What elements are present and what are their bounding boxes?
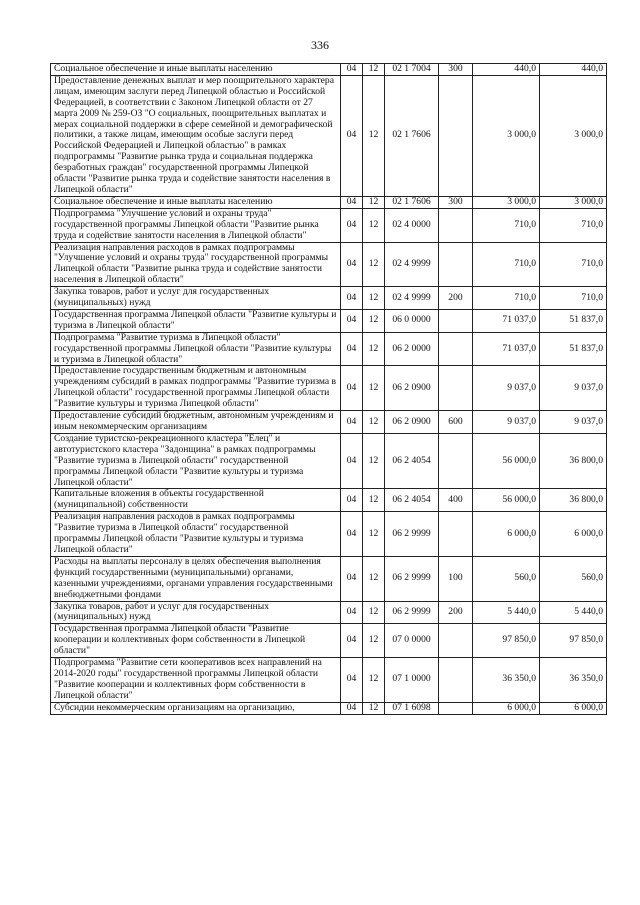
row-subsection: 12 bbox=[363, 196, 385, 208]
row-article: 06 2 0900 bbox=[385, 411, 439, 434]
row-value-2015: 56 000,0 bbox=[473, 433, 540, 489]
row-expense-type bbox=[439, 75, 473, 196]
row-section: 04 bbox=[341, 624, 363, 658]
row-article: 07 1 6098 bbox=[385, 702, 439, 714]
row-section: 04 bbox=[341, 601, 363, 624]
table-row bbox=[51, 242, 607, 287]
row-section: 04 bbox=[341, 512, 363, 557]
row-subsection: 12 bbox=[363, 411, 385, 434]
row-value-2015: 710,0 bbox=[473, 242, 540, 287]
row-name: Создание туристско-рекреационного кластера "Елец" и автотуристского кластера "Задонщина" в рамках подпрограммы "Развитие туризма в Липецкой области" государственной программы Липецкой области "Развитие культуры и туризма Липецкой области" bbox=[51, 433, 341, 489]
row-expense-type: 100 bbox=[439, 556, 473, 601]
row-value-2015: 56 000,0 bbox=[473, 489, 540, 512]
row-expense-type bbox=[439, 332, 473, 366]
row-expense-type: 300 bbox=[439, 196, 473, 208]
row-value-2016: 51 837,0 bbox=[540, 332, 607, 366]
table-row bbox=[51, 601, 607, 624]
row-name: Социальное обеспечение и иные выплаты населению bbox=[51, 196, 341, 208]
row-subsection: 12 bbox=[363, 556, 385, 601]
row-subsection: 12 bbox=[363, 512, 385, 557]
row-name: Расходы на выплаты персоналу в целях обеспечения выполнения функций государственными (муниципальными) органами, казенными учреждениями, органами управления государственными внебюджетными фондами bbox=[51, 556, 341, 601]
table-row bbox=[51, 556, 607, 601]
row-article: 06 2 9999 bbox=[385, 512, 439, 557]
row-article: 06 2 4054 bbox=[385, 489, 439, 512]
row-subsection: 12 bbox=[363, 332, 385, 366]
row-article: 02 1 7606 bbox=[385, 75, 439, 196]
row-value-2015: 6 000,0 bbox=[473, 702, 540, 714]
row-name: Государственная программа Липецкой области "Развитие культуры и туризма в Липецкой области" bbox=[51, 309, 341, 332]
budget-table-body bbox=[51, 64, 607, 715]
row-expense-type bbox=[439, 658, 473, 703]
table-row bbox=[51, 411, 607, 434]
row-subsection: 12 bbox=[363, 658, 385, 703]
row-value-2016: 6 000,0 bbox=[540, 702, 607, 714]
row-subsection: 12 bbox=[363, 601, 385, 624]
row-subsection: 12 bbox=[363, 489, 385, 512]
row-article: 06 2 9999 bbox=[385, 601, 439, 624]
row-expense-type bbox=[439, 208, 473, 242]
row-subsection: 12 bbox=[363, 287, 385, 310]
row-subsection: 12 bbox=[363, 702, 385, 714]
row-value-2016: 5 440,0 bbox=[540, 601, 607, 624]
row-value-2016: 9 037,0 bbox=[540, 366, 607, 411]
row-name: Государственная программа Липецкой области "Развитие кооперации и коллективных форм собственности в Липецкой области" bbox=[51, 624, 341, 658]
table-row bbox=[51, 309, 607, 332]
row-expense-type: 400 bbox=[439, 489, 473, 512]
budget-table bbox=[50, 63, 607, 715]
page-number: 336 bbox=[311, 38, 329, 52]
table-row bbox=[51, 702, 607, 714]
row-article: 07 1 0000 bbox=[385, 658, 439, 703]
row-section: 04 bbox=[341, 489, 363, 512]
row-expense-type: 200 bbox=[439, 601, 473, 624]
row-article: 06 2 0900 bbox=[385, 366, 439, 411]
table-row bbox=[51, 433, 607, 489]
row-name: Предоставление денежных выплат и мер поощрительного характера лицам, имеющим заслуги перед Липецкой областью и Российской Федерацией, в соответствии с Законом Липецкой области от 27 марта 2009 № 259-ОЗ "О социальных, поощрительных выплатах и мерах социальной поддержки в сфере семейной и демографической политики, а также лицам, имеющим особые заслуги перед Российской Федерацией и Липецкой областью" в рамках подпрограммы "Развитие рынка труда и социальная поддержка безработных граждан" государственной программы Липецкой области "Развитие рынка труда и содействие занятости населения в Липецкой области" bbox=[51, 75, 341, 196]
row-section: 04 bbox=[341, 556, 363, 601]
row-value-2016: 9 037,0 bbox=[540, 411, 607, 434]
row-name: Субсидии некоммерческим организациям на организацию, bbox=[51, 702, 341, 714]
row-article: 02 1 7606 bbox=[385, 196, 439, 208]
row-value-2016: 710,0 bbox=[540, 287, 607, 310]
row-expense-type bbox=[439, 624, 473, 658]
row-section: 04 bbox=[341, 64, 363, 76]
row-name: Капитальные вложения в объекты государственной (муниципальной) собственности bbox=[51, 489, 341, 512]
row-expense-type: 300 bbox=[439, 64, 473, 76]
table-row bbox=[51, 196, 607, 208]
row-value-2015: 710,0 bbox=[473, 208, 540, 242]
table-row bbox=[51, 512, 607, 557]
row-subsection: 12 bbox=[363, 208, 385, 242]
row-section: 04 bbox=[341, 658, 363, 703]
row-value-2015: 3 000,0 bbox=[473, 196, 540, 208]
table-row bbox=[51, 287, 607, 310]
row-value-2016: 3 000,0 bbox=[540, 75, 607, 196]
row-article: 06 2 0000 bbox=[385, 332, 439, 366]
row-value-2015: 36 350,0 bbox=[473, 658, 540, 703]
row-expense-type bbox=[439, 309, 473, 332]
row-value-2015: 9 037,0 bbox=[473, 366, 540, 411]
row-value-2015: 5 440,0 bbox=[473, 601, 540, 624]
row-name: Реализация направления расходов в рамках подпрограммы "Улучшение условий и охраны труда" государственной программы Липецкой области "Развитие рынка труда и содействие занятости населения в Липецкой области" bbox=[51, 242, 341, 287]
row-value-2016: 6 000,0 bbox=[540, 512, 607, 557]
row-article: 02 4 0000 bbox=[385, 208, 439, 242]
row-expense-type bbox=[439, 366, 473, 411]
row-value-2015: 440,0 bbox=[473, 64, 540, 76]
row-section: 04 bbox=[341, 287, 363, 310]
row-subsection: 12 bbox=[363, 242, 385, 287]
row-name: Закупка товаров, работ и услуг для государственных (муниципальных) нужд bbox=[51, 287, 341, 310]
row-subsection: 12 bbox=[363, 366, 385, 411]
table-row bbox=[51, 658, 607, 703]
row-article: 02 4 9999 bbox=[385, 242, 439, 287]
row-subsection: 12 bbox=[363, 75, 385, 196]
row-article: 02 4 9999 bbox=[385, 287, 439, 310]
row-name: Подпрограмма "Развитие сети кооперативов всех направлений на 2014-2020 годы" государственной программы Липецкой области "Развитие кооперации и коллективных форм собственности в Липецкой области" bbox=[51, 658, 341, 703]
row-section: 04 bbox=[341, 411, 363, 434]
row-value-2016: 3 000,0 bbox=[540, 196, 607, 208]
row-value-2015: 71 037,0 bbox=[473, 309, 540, 332]
row-section: 04 bbox=[341, 75, 363, 196]
row-value-2015: 560,0 bbox=[473, 556, 540, 601]
row-value-2016: 36 800,0 bbox=[540, 433, 607, 489]
row-section: 04 bbox=[341, 242, 363, 287]
row-value-2015: 97 850,0 bbox=[473, 624, 540, 658]
row-article: 06 2 4054 bbox=[385, 433, 439, 489]
row-name: Реализация направления расходов в рамках подпрограммы "Развитие туризма в Липецкой области" государственной программы Липецкой области "Развитие культуры и туризма Липецкой области" bbox=[51, 512, 341, 557]
table-row bbox=[51, 208, 607, 242]
row-article: 06 0 0000 bbox=[385, 309, 439, 332]
row-value-2016: 710,0 bbox=[540, 208, 607, 242]
row-subsection: 12 bbox=[363, 433, 385, 489]
row-value-2016: 560,0 bbox=[540, 556, 607, 601]
table-row bbox=[51, 332, 607, 366]
row-name: Предоставление субсидий бюджетным, автономным учреждениям и иным некоммерческим организациям bbox=[51, 411, 341, 434]
row-value-2015: 3 000,0 bbox=[473, 75, 540, 196]
row-expense-type bbox=[439, 512, 473, 557]
row-value-2016: 710,0 bbox=[540, 242, 607, 287]
row-value-2016: 97 850,0 bbox=[540, 624, 607, 658]
row-name: Предоставление государственным бюджетным и автономным учреждениям субсидий в рамках подпрограммы "Развитие туризма в Липецкой области" государственной программы Липецкой области "Развитие культуры и туризма Липецкой области" bbox=[51, 366, 341, 411]
row-section: 04 bbox=[341, 309, 363, 332]
row-value-2015: 6 000,0 bbox=[473, 512, 540, 557]
row-value-2015: 9 037,0 bbox=[473, 411, 540, 434]
row-name: Подпрограмма "Развитие туризма в Липецкой области" государственной программы Липецкой области "Развитие культуры и туризма в Липецкой области" bbox=[51, 332, 341, 366]
row-value-2016: 51 837,0 bbox=[540, 309, 607, 332]
row-expense-type bbox=[439, 242, 473, 287]
row-subsection: 12 bbox=[363, 64, 385, 76]
row-value-2015: 710,0 bbox=[473, 287, 540, 310]
row-value-2016: 440,0 bbox=[540, 64, 607, 76]
row-section: 04 bbox=[341, 208, 363, 242]
row-expense-type bbox=[439, 433, 473, 489]
row-expense-type: 200 bbox=[439, 287, 473, 310]
row-section: 04 bbox=[341, 366, 363, 411]
table-row bbox=[51, 64, 607, 76]
row-section: 04 bbox=[341, 433, 363, 489]
row-subsection: 12 bbox=[363, 624, 385, 658]
row-name: Социальное обеспечение и иные выплаты населению bbox=[51, 64, 341, 76]
row-article: 02 1 7004 bbox=[385, 64, 439, 76]
table-row bbox=[51, 366, 607, 411]
table-row bbox=[51, 75, 607, 196]
row-article: 07 0 0000 bbox=[385, 624, 439, 658]
row-expense-type bbox=[439, 702, 473, 714]
table-row bbox=[51, 489, 607, 512]
row-expense-type: 600 bbox=[439, 411, 473, 434]
row-subsection: 12 bbox=[363, 309, 385, 332]
row-name: Подпрограмма "Улучшение условий и охраны труда" государственной программы Липецкой области "Развитие рынка труда и содействие занятости населения в Липецкой области" bbox=[51, 208, 341, 242]
row-section: 04 bbox=[341, 332, 363, 366]
row-section: 04 bbox=[341, 196, 363, 208]
row-value-2015: 71 037,0 bbox=[473, 332, 540, 366]
table-row bbox=[51, 624, 607, 658]
row-section: 04 bbox=[341, 702, 363, 714]
row-article: 06 2 9999 bbox=[385, 556, 439, 601]
row-name: Закупка товаров, работ и услуг для государственных (муниципальных) нужд bbox=[51, 601, 341, 624]
row-value-2016: 36 350,0 bbox=[540, 658, 607, 703]
row-value-2016: 36 800,0 bbox=[540, 489, 607, 512]
